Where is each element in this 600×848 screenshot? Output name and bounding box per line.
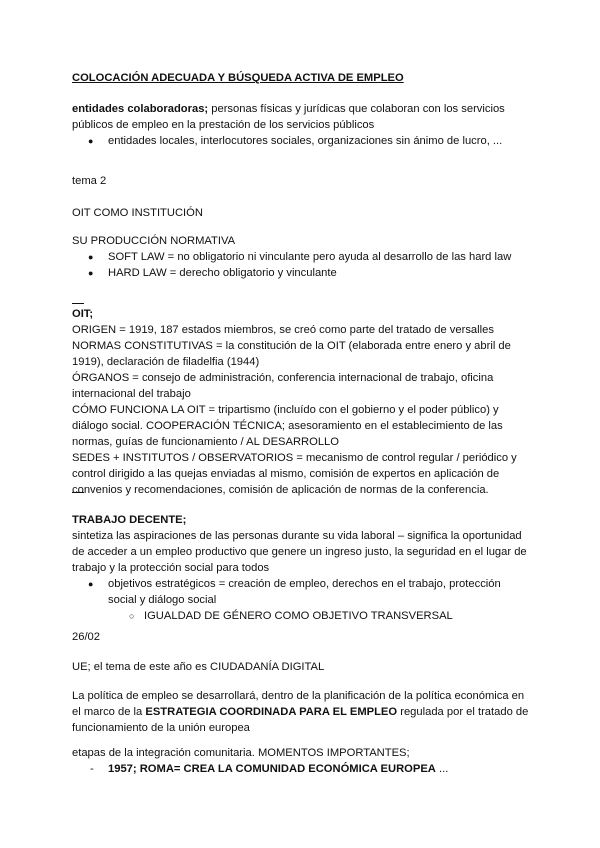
- trabajo-heading: TRABAJO DECENTE;: [72, 514, 187, 526]
- igualdad-sub-bullet: ○ IGUALDAD DE GÉNERO COMO OBJETIVO TRANSVERSAL: [72, 608, 532, 624]
- trabajo-list: [72, 576, 532, 624]
- entidades-list: [72, 133, 532, 149]
- trabajo-text: sintetiza las aspiraciones de las personas durante su vida laboral – significa la oportunidad de acceder a un empleo productivo que genere un ingreso justo, la seguridad en el lugar de trabajo y la protección social para todos: [72, 530, 527, 574]
- momento-1957-bold: 1957; ROMA= CREA LA COMUNIDAD ECONÓMICA EUROPEA: [108, 763, 436, 775]
- etapas-paragraph: etapas de la integración comunitaria. MOMENTOS IMPORTANTES;: [72, 747, 410, 759]
- ue-paragraph: UE; el tema de este año es CIUDADANÍA DIGITAL: [72, 661, 325, 673]
- oit-section: [72, 306, 532, 498]
- politica-text-1: La política de empleo se desarrollará, dentro de la planificación de la política económica en el marco de la: [72, 690, 525, 718]
- separator-line: [72, 480, 84, 493]
- separator-top: [72, 291, 532, 304]
- hard-law-bullet: ● HARD LAW = derecho obligatorio y vinculante: [72, 265, 532, 281]
- entidades-term: entidades colaboradoras;: [72, 103, 209, 115]
- oit-institucion-heading: OIT COMO INSTITUCIÓN: [72, 207, 203, 219]
- trabajo-section: [72, 512, 532, 624]
- tema-label: tema 2: [72, 175, 107, 187]
- oit-organos: ÓRGANOS = consejo de administración, conferencia internacional de trabajo, oficina internacional del trabajo: [72, 372, 494, 400]
- produccion-section: [72, 233, 532, 281]
- entidades-bullet: ● entidades locales, interlocutores sociales, organizaciones sin ánimo de lucro, ...: [72, 133, 532, 149]
- separator-line: [72, 291, 84, 304]
- entidades-section: [72, 101, 532, 149]
- momento-1957: [72, 761, 532, 777]
- objetivos-bullet: ● objetivos estratégicos = creación de empleo, derechos en el trabajo, protección social y diálogo social: [72, 576, 532, 608]
- entidades-text: personas físicas y jurídicas que colaboran con los servicios públicos de empleo en la prestación de los servicios públicos: [72, 103, 505, 131]
- oit-heading: OIT;: [72, 308, 94, 320]
- oit-origen: ORIGEN = 1919, 187 estados miembros, se creó como parte del tratado de versalles: [72, 324, 494, 336]
- oit-sedes: SEDES + INSTITUTOS / OBSERVATORIOS = mecanismo de control regular / periódico y control dirigido a las quejas enviadas al mismo, comisión de expertos en aplicación de convenios y recomendaciones, comisión de aplicación de normas de la conferencia.: [72, 452, 517, 496]
- politica-paragraph: [72, 688, 532, 736]
- politica-bold: ESTRATEGIA COORDINADA PARA EL EMPLEO: [145, 706, 398, 718]
- date-label: 26/02: [72, 631, 100, 643]
- soft-law-bullet: ● SOFT LAW = no obligatorio ni vinculante pero ayuda al desarrollo de las hard law: [72, 249, 532, 265]
- momentos-list: [72, 761, 532, 777]
- oit-como-funciona: CÓMO FUNCIONA LA OIT = tripartismo (incluído con el gobierno y el poder público) y diálogo social. COOPERACIÓN TÉCNICA; asesoramiento en el establecimiento de las normas, guías de funcionamiento / AL DESARROLLO: [72, 404, 503, 448]
- momentos-section: [72, 761, 532, 777]
- separator-bottom: [72, 480, 532, 493]
- oit-normas: NORMAS CONSTITUTIVAS = la constitución de la OIT (elaborada entre enero y abril de 1919), declaración de filadelfia (1944): [72, 340, 511, 368]
- document-title: COLOCACIÓN ADECUADA Y BÚSQUEDA ACTIVA DE EMPLEO: [72, 72, 404, 84]
- momento-1957-rest: ...: [435, 763, 449, 775]
- produccion-list: [72, 249, 532, 281]
- entidades-paragraph: [72, 101, 532, 133]
- produccion-heading: SU PRODUCCIÓN NORMATIVA: [72, 235, 236, 247]
- politica-text-2: regulada por el tratado de funcionamiento de la unión europea: [72, 706, 529, 734]
